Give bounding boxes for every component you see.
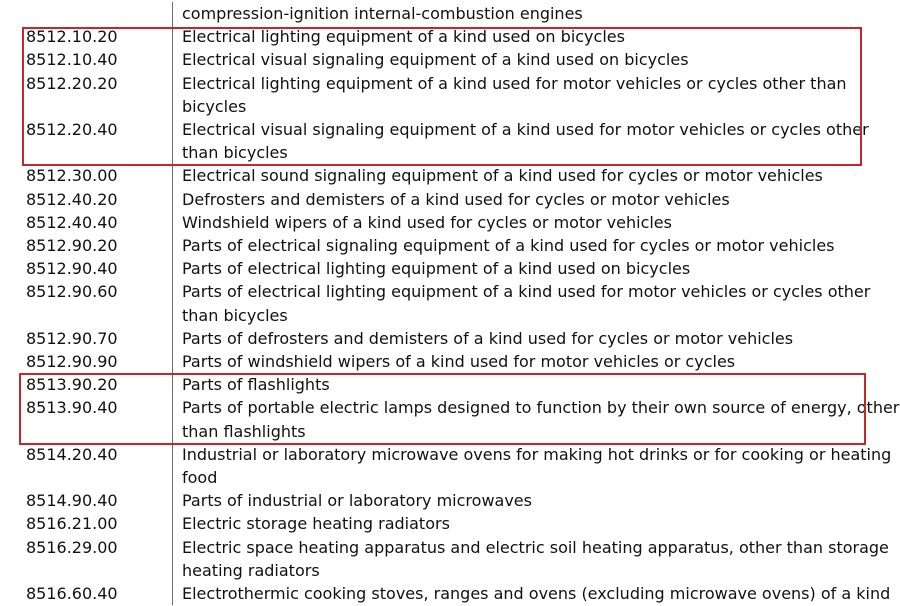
table-row [0, 536, 900, 582]
item-description: Parts of flashlights [182, 375, 330, 395]
item-description: Electrical visual signaling equipment of a kind used on bicycles [182, 50, 689, 70]
item-description: Defrosters and demisters of a kind used for cycles or motor vehicles [182, 189, 730, 209]
table-row [0, 72, 900, 118]
item-description: Parts of electrical lighting equipment of a kind used on bicycles [182, 259, 691, 279]
table-row [0, 512, 900, 535]
item-description: Parts of defrosters and demisters of a kind used for cycles or motor vehicles [182, 328, 794, 348]
hts-code: 8512.90.90 [0, 350, 173, 373]
item-description: Electric space heating apparatus and electric soil heating apparatus, other than storage heating radiators [182, 537, 889, 580]
table-row [0, 280, 900, 326]
item-description: Industrial or laboratory microwave ovens for making hot drinks or for cooking or heating food [182, 444, 892, 488]
table-row [0, 489, 900, 512]
table-row [0, 211, 900, 234]
table-row [0, 582, 900, 605]
item-description: Parts of windshield wipers of a kind used for motor vehicles or cycles [182, 352, 736, 372]
hts-code: 8514.20.40 [0, 443, 173, 489]
table-row [0, 188, 900, 211]
item-description: Electrical sound signaling equipment of a kind used for cycles or motor vehicles [182, 166, 823, 186]
hts-code: 8512.90.40 [0, 257, 173, 280]
table-row [0, 2, 900, 25]
hts-code: 8512.90.20 [0, 234, 173, 257]
table-row [0, 373, 900, 396]
hts-code: 8512.20.40 [0, 118, 173, 164]
item-description: Electrical lighting equipment of a kind used on bicycles [182, 27, 625, 47]
item-description: Electrical lighting equipment of a kind used for motor vehicles or cycles other than bicycles [182, 73, 847, 116]
table-row [0, 48, 900, 71]
item-description: Parts of industrial or laboratory microwaves [182, 491, 532, 511]
hts-code: 8514.90.40 [0, 489, 173, 512]
item-description: compression-ignition internal-combustion engines [182, 4, 583, 23]
hts-code: 8512.30.00 [0, 164, 173, 187]
hts-code: 8516.29.00 [0, 536, 173, 582]
item-description: Parts of electrical signaling equipment of a kind used for cycles or motor vehicles [182, 236, 835, 256]
hts-code: 8512.90.60 [0, 280, 173, 326]
table-row [0, 164, 900, 187]
table-row [0, 327, 900, 350]
table-row [0, 118, 900, 164]
item-description: Parts of electrical lighting equipment of a kind used for motor vehicles or cycles other than bicycles [182, 282, 871, 325]
item-description: Electrothermic cooking stoves, ranges and ovens (excluding microwave ovens) of a kind [182, 584, 891, 604]
item-description: Windshield wipers of a kind used for cycles or motor vehicles [182, 212, 672, 232]
table-row [0, 350, 900, 373]
hts-code: 8513.90.40 [0, 396, 173, 442]
hts-code: 8513.90.20 [0, 373, 173, 396]
table-row [0, 234, 900, 257]
hts-code: 8512.10.20 [0, 25, 173, 48]
item-description: Electrical visual signaling equipment of a kind used for motor vehicles or cycles other than bicycles [182, 120, 869, 163]
hts-code: 8512.10.40 [0, 48, 173, 71]
hts-code: 8516.60.40 [0, 582, 173, 605]
hts-code [0, 2, 173, 25]
hts-code: 8512.20.20 [0, 72, 173, 118]
hts-code: 8512.90.70 [0, 327, 173, 350]
hts-code: 8516.21.00 [0, 512, 173, 535]
table-row [0, 25, 900, 48]
table-row [0, 443, 900, 489]
item-description: Parts of portable electric lamps designed to function by their own source of energy, other than flashlights [182, 398, 900, 441]
tariff-table [0, 2, 900, 605]
hts-code: 8512.40.40 [0, 211, 173, 234]
table-row [0, 396, 900, 442]
table-row [0, 257, 900, 280]
item-description: Electric storage heating radiators [182, 514, 450, 534]
hts-code: 8512.40.20 [0, 188, 173, 211]
